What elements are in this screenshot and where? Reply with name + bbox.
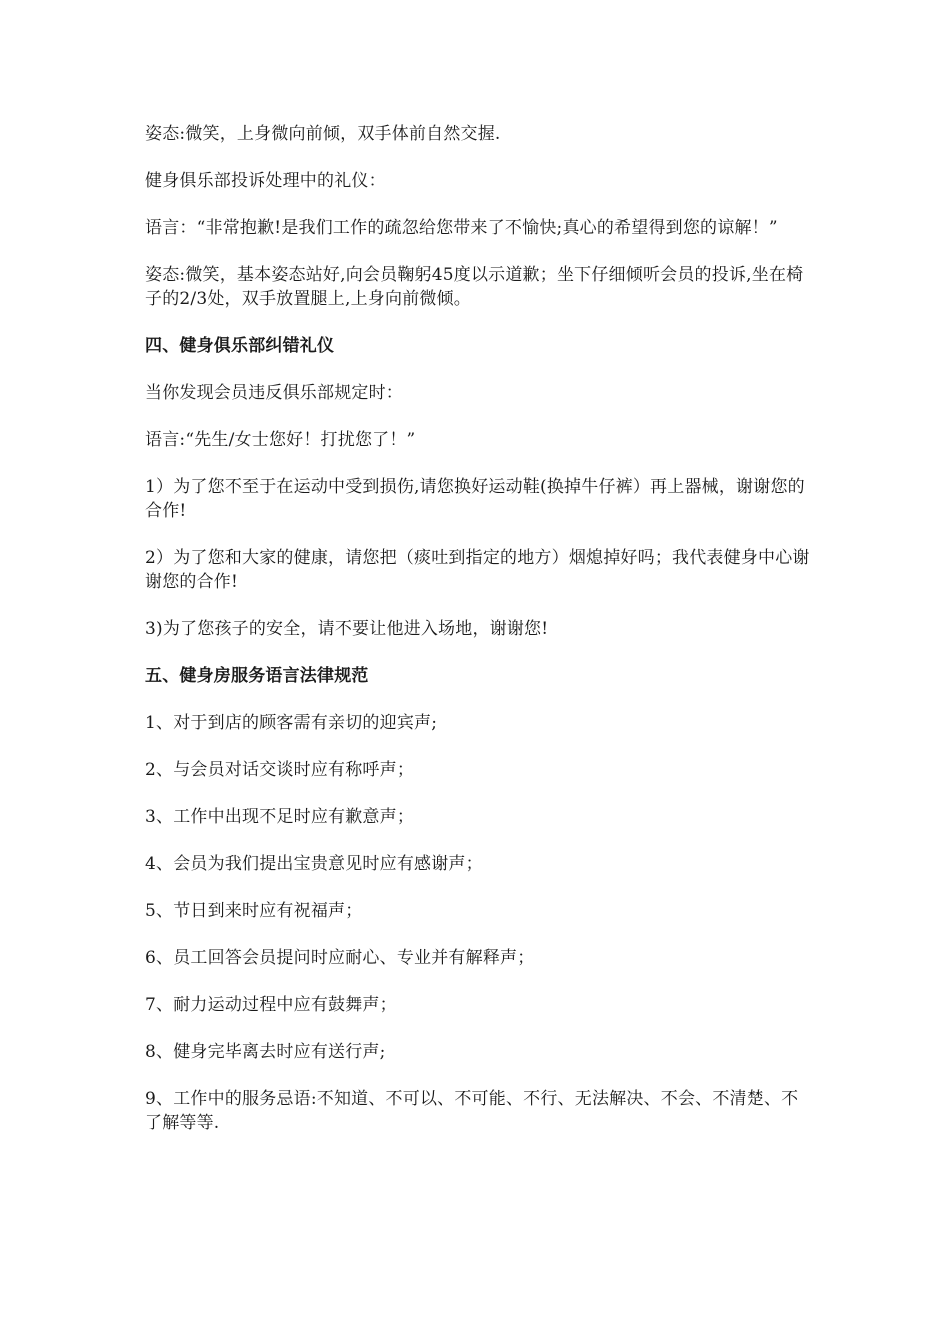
section-heading-5: 五、健身房服务语言法律规范 [145,666,369,686]
correction-item-3: 3)为了您孩子的安全，请不要让他进入场地，谢谢您! [145,619,549,639]
complaint-language-paragraph: 语言：“非常抱歉!是我们工作的疏忽给您带来了不愉快;真心的希望得到您的谅解！” [145,218,778,238]
complaint-posture-paragraph: 姿态:微笑，基本姿态站好,向会员鞠躬45度以示道歉；坐下仔细倾听会员的投诉,坐在椅子的2/3处，双手放置腿上,上身向前微倾。 [145,265,804,309]
norm-item-3: 3、工作中出现不足时应有歉意声； [145,807,415,827]
greeting-language-paragraph: 语言:“先生/女士您好！打扰您了！” [145,430,416,450]
norm-item-2: 2、与会员对话交谈时应有称呼声； [145,760,415,780]
norm-item-6: 6、员工回答会员提问时应耐心、专业并有解释声； [145,948,535,968]
norm-item-5: 5、节日到来时应有祝福声； [145,901,363,921]
norm-item-8: 8、健身完毕离去时应有送行声; [145,1042,386,1062]
violation-intro-paragraph: 当你发现会员违反俱乐部规定时： [145,383,403,403]
norm-item-1: 1、对于到店的顾客需有亲切的迎宾声; [145,713,438,733]
posture-paragraph: 姿态:微笑，上身微向前倾，双手体前自然交握. [145,124,501,144]
correction-item-1: 1）为了您不至于在运动中受到损伤,请您换好运动鞋(换掉牛仔裤）再上器械，谢谢您的合作! [145,477,805,521]
norm-item-9: 9、工作中的服务忌语:不知道、不可以、不可能、不行、无法解决、不会、不清楚、不了解等等. [145,1089,799,1133]
section-heading-4: 四、健身俱乐部纠错礼仪 [145,336,335,356]
correction-item-2: 2）为了您和大家的健康，请您把（痰吐到指定的地方）烟熄掉好吗；我代表健身中心谢谢您的合作! [145,548,810,592]
norm-item-7: 7、耐力运动过程中应有鼓舞声； [145,995,397,1015]
complaint-etiquette-intro: 健身俱乐部投诉处理中的礼仪： [145,171,386,191]
document-page [145,122,810,1158]
norm-item-4: 4、会员为我们提出宝贵意见时应有感谢声； [145,854,483,874]
